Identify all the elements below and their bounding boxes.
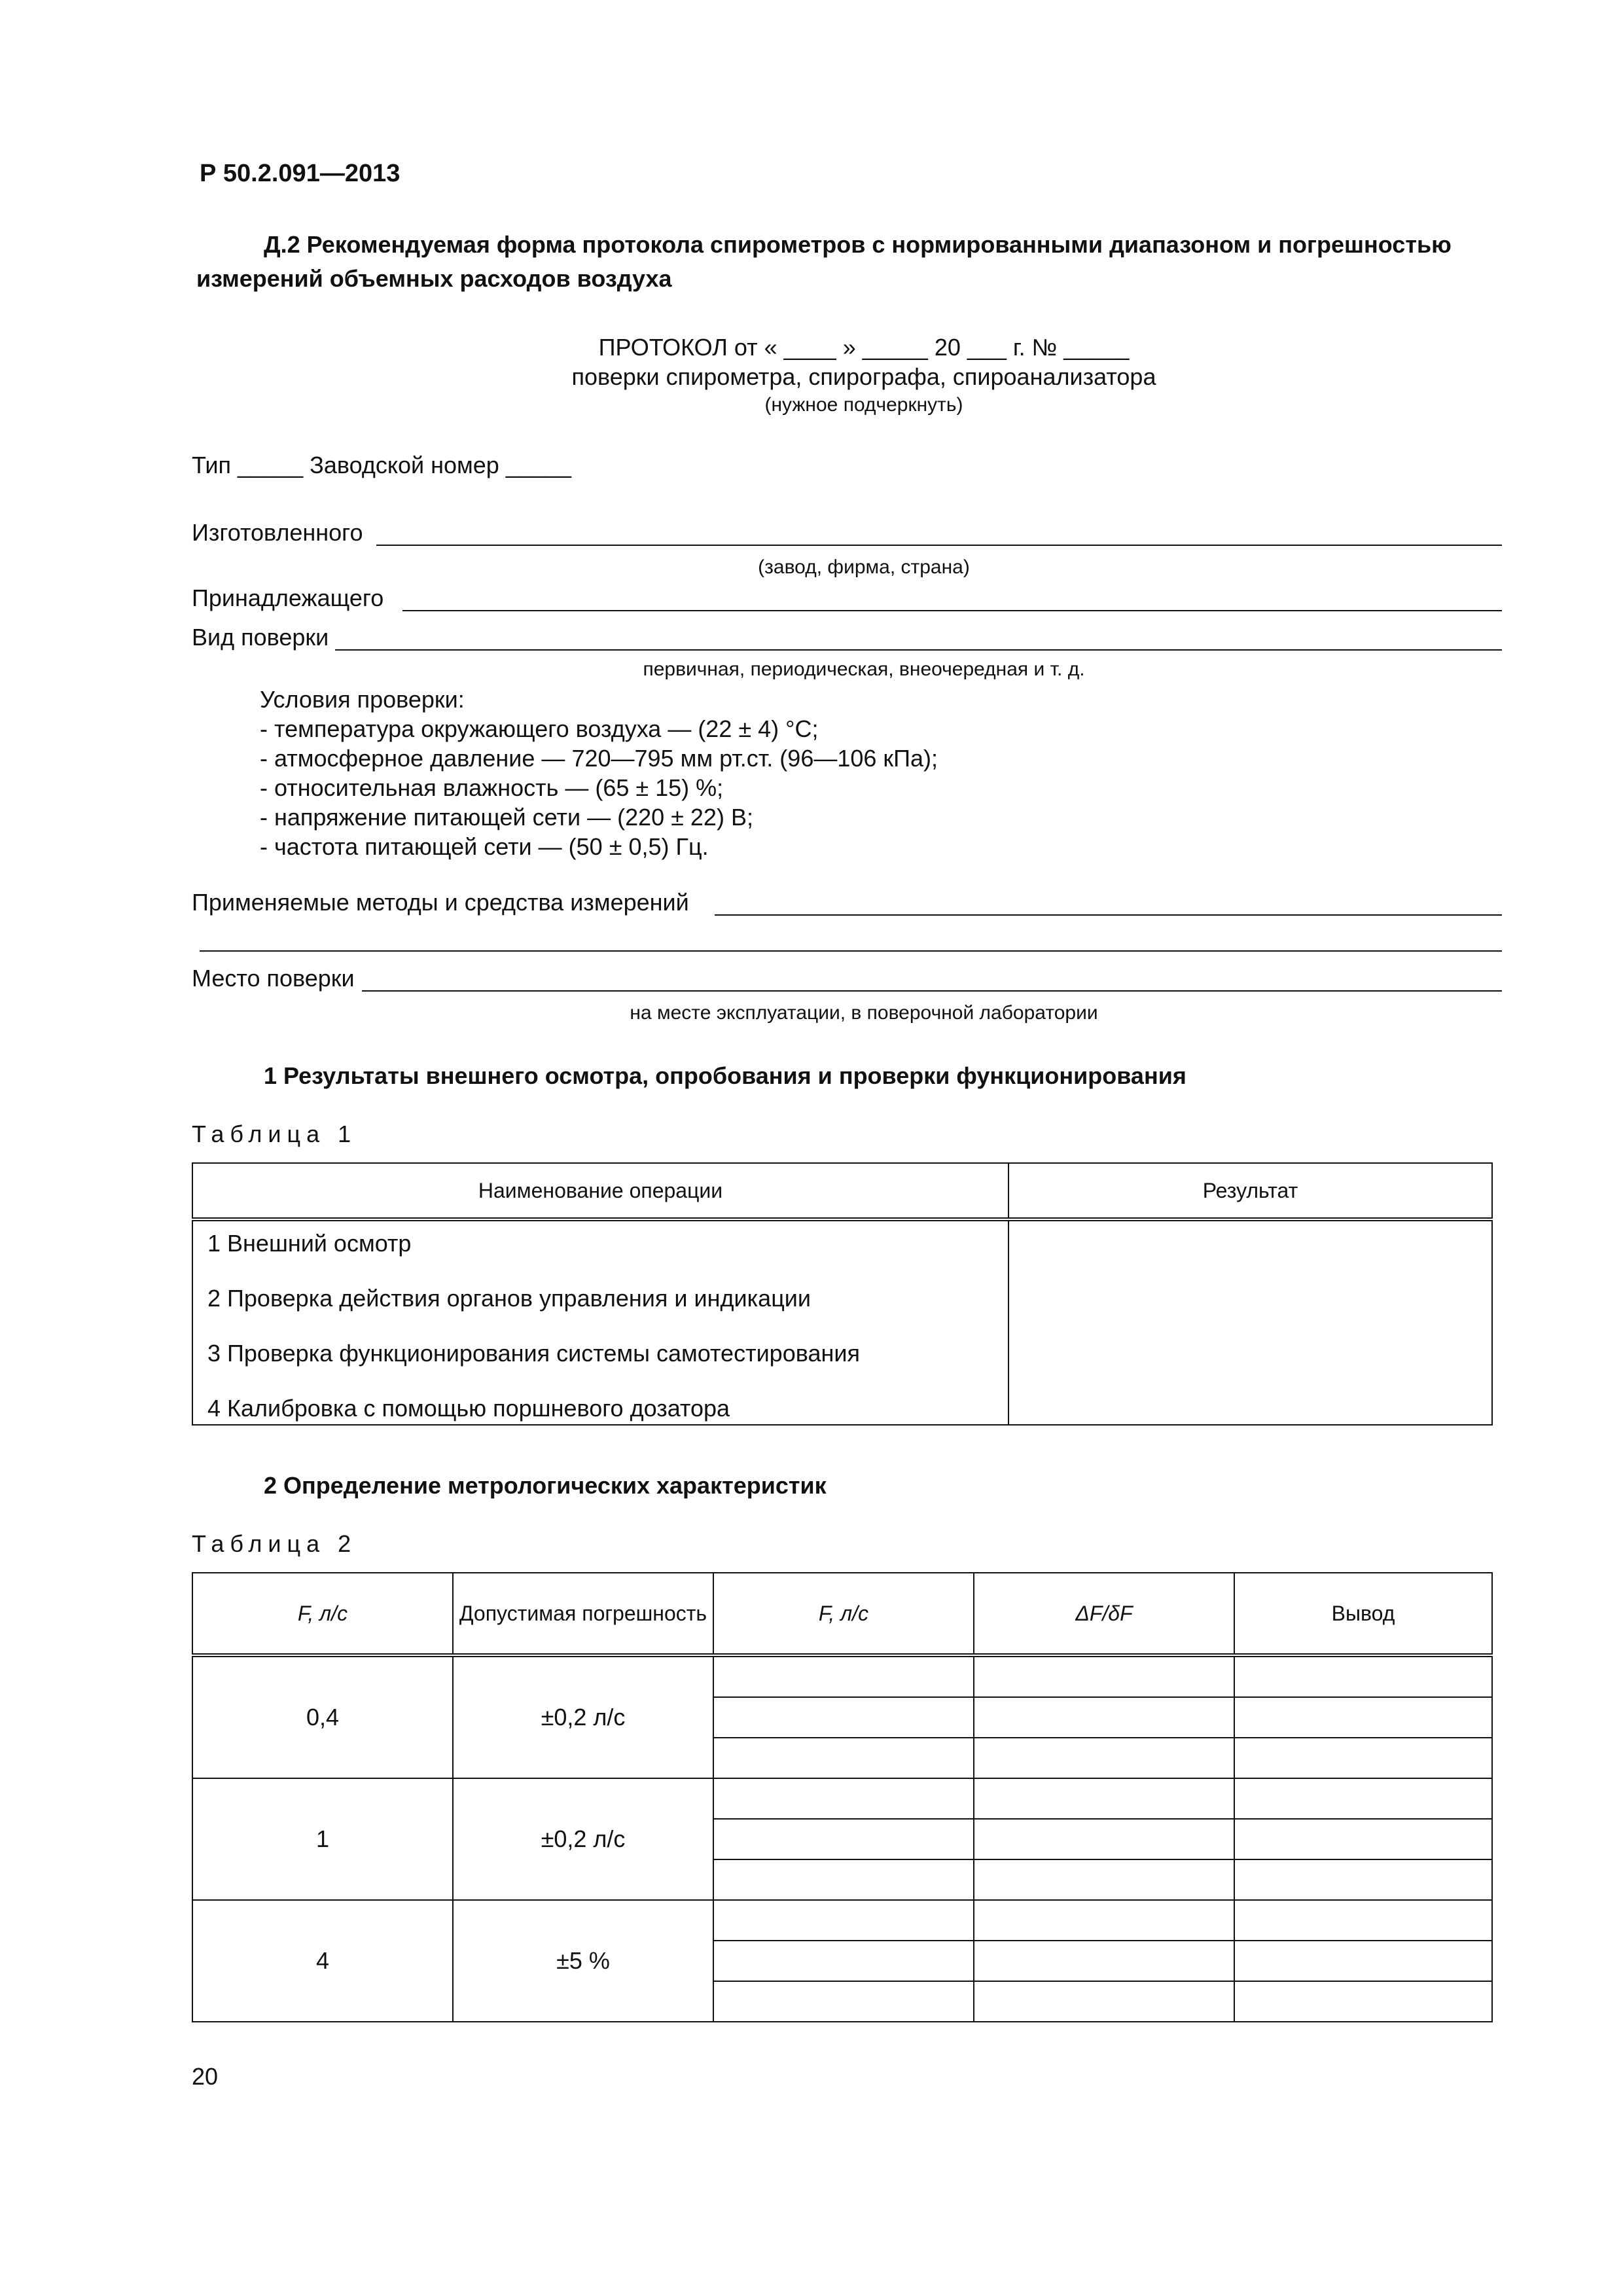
table2-input-cell[interactable] (974, 1738, 1234, 1778)
table2-header-tolerance: Допустимая погрешность (453, 1573, 713, 1655)
methods-line-2[interactable] (200, 950, 1502, 952)
type-serial-field: Тип _____ Заводской номер _____ (192, 452, 571, 478)
table2-input-cell[interactable] (974, 1819, 1234, 1859)
table2-input-cell[interactable] (713, 1859, 974, 1900)
table2-input-cell[interactable] (1234, 1859, 1492, 1900)
table2-input-cell[interactable] (974, 1900, 1234, 1941)
table2-f-cell: 0,4 (192, 1655, 453, 1778)
methods-line[interactable] (715, 914, 1502, 916)
table2-input-cell[interactable] (1234, 1900, 1492, 1941)
table1 (192, 1162, 1493, 1426)
table2-header-f-measured: F, л/с (713, 1573, 974, 1655)
table2-input-cell[interactable] (713, 1900, 974, 1941)
table2-input-cell[interactable] (713, 1738, 974, 1778)
table1-header-operation: Наименование операции (192, 1163, 1008, 1219)
table2-input-cell[interactable] (1234, 1738, 1492, 1778)
table2-tolerance-cell: ±5 % (453, 1900, 713, 2022)
table2-input-cell[interactable] (1234, 1819, 1492, 1859)
table1-operations-cell (192, 1219, 1008, 1425)
verification-type-label: Вид поверки (192, 624, 329, 651)
table2-input-cell[interactable] (1234, 1655, 1492, 1697)
owner-line[interactable] (402, 610, 1502, 611)
methods-label: Применяемые методы и средства измерений (192, 889, 689, 916)
table1-operation: 4 Калибровка с помощью поршневого дозатора (207, 1395, 730, 1422)
table1-header-result: Результат (1008, 1163, 1492, 1219)
table2-f-cell: 4 (192, 1900, 453, 2022)
table2-input-cell[interactable] (1234, 1697, 1492, 1738)
table2-input-cell[interactable] (713, 1819, 974, 1859)
manufactured-hint: (завод, фирма, страна) (758, 556, 970, 578)
condition-item: - температура окружающего воздуха — (22 ± 4) °С; (260, 715, 819, 742)
table2-input-cell[interactable] (713, 1778, 974, 1819)
table2-caption: Таблица 2 (192, 1530, 357, 1557)
protocol-note: (нужное подчеркнуть) (764, 394, 963, 416)
table2-input-cell[interactable] (713, 1697, 974, 1738)
condition-item: - относительная влажность — (65 ± 15) %; (260, 774, 724, 801)
table2-tolerance-cell: ±0,2 л/с (453, 1778, 713, 1900)
section2-title: 2 Определение метрологических характеристик (264, 1472, 827, 1499)
table2-input-cell[interactable] (974, 1981, 1234, 2022)
place-hint: на месте эксплуатации, в поверочной лаборатории (630, 1002, 1098, 1024)
place-line[interactable] (362, 990, 1502, 992)
manufactured-line[interactable] (376, 545, 1502, 546)
table1-operation: 3 Проверка функционирования системы самотестирования (207, 1340, 860, 1367)
table2-header-error: ΔF/δF (974, 1573, 1234, 1655)
table2-f-cell: 1 (192, 1778, 453, 1900)
table2-input-cell[interactable] (974, 1778, 1234, 1819)
table1-operation: 2 Проверка действия органов управления и индикации (207, 1285, 812, 1312)
document-number: Р 50.2.091—2013 (200, 160, 401, 187)
conditions-block (260, 685, 938, 861)
table1-operation: 1 Внешний осмотр (207, 1230, 412, 1257)
protocol-subtitle: поверки спирометра, спирографа, спироанализатора (571, 363, 1156, 390)
conditions-title: Условия проверки: (260, 686, 465, 713)
owner-label: Принадлежащего (192, 584, 384, 611)
section-d2-title: Д.2 Рекомендуемая форма протокола спирометров с нормированными диапазоном и погрешностью измерений объемных расходов воздуха (196, 231, 1452, 292)
verification-type-line[interactable] (335, 649, 1502, 651)
verification-type-hint: первичная, периодическая, внеочередная и т. д. (643, 658, 1085, 680)
table2-input-cell[interactable] (1234, 1981, 1492, 2022)
table2-input-cell[interactable] (974, 1655, 1234, 1697)
table2-input-cell[interactable] (974, 1697, 1234, 1738)
table1-result-cell[interactable] (1008, 1219, 1492, 1425)
table2-input-cell[interactable] (974, 1941, 1234, 1981)
table2-input-cell[interactable] (1234, 1941, 1492, 1981)
table2 (192, 1572, 1493, 2022)
table2-header-f: F, л/с (192, 1573, 453, 1655)
section1-title: 1 Результаты внешнего осмотра, опробования и проверки функционирования (264, 1062, 1186, 1089)
place-label: Место поверки (192, 965, 355, 992)
table2-input-cell[interactable] (1234, 1778, 1492, 1819)
table2-input-cell[interactable] (974, 1859, 1234, 1900)
condition-item: - частота питающей сети — (50 ± 0,5) Гц. (260, 833, 709, 860)
condition-item: - атмосферное давление — 720—795 мм рт.ст. (96—106 кПа); (260, 745, 938, 772)
manufactured-label: Изготовленного (192, 519, 363, 546)
table2-input-cell[interactable] (713, 1655, 974, 1697)
table2-tolerance-cell: ±0,2 л/с (453, 1655, 713, 1778)
table2-input-cell[interactable] (713, 1941, 974, 1981)
table2-input-cell[interactable] (713, 1981, 974, 2022)
table1-caption: Таблица 1 (192, 1121, 357, 1147)
condition-item: - напряжение питающей сети — (220 ± 22) В; (260, 804, 753, 831)
page-number: 20 (192, 2063, 219, 2090)
protocol-title: ПРОТОКОЛ от « ____ » _____ 20 ___ г. № _____ (598, 334, 1130, 361)
table2-header-conclusion: Вывод (1234, 1573, 1492, 1655)
